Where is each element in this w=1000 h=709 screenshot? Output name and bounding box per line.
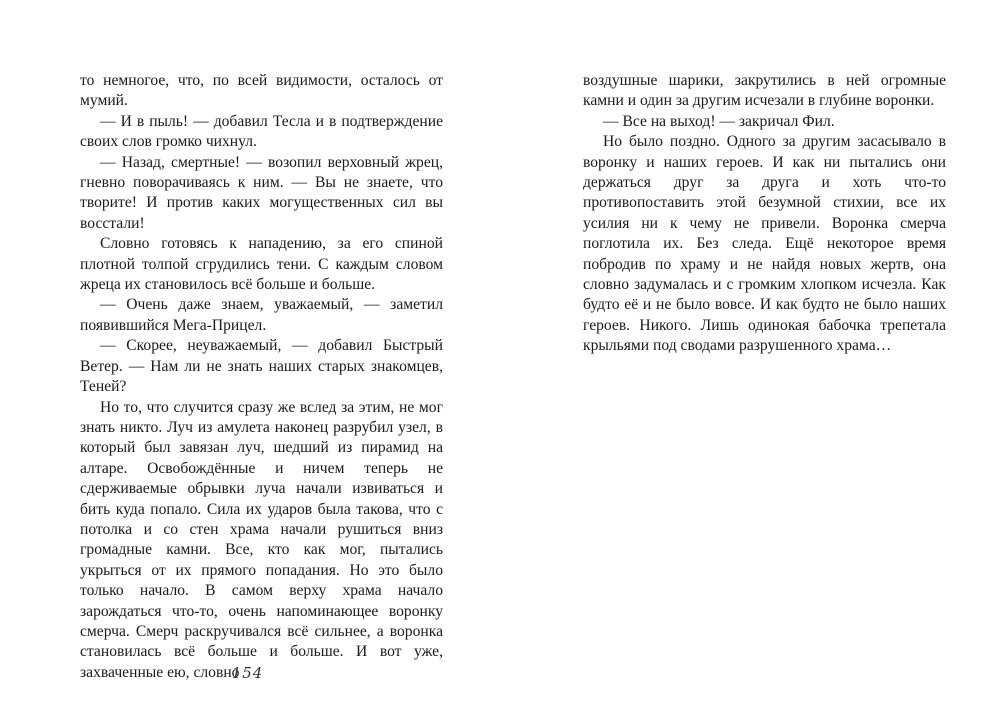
paragraph: — Назад, смертные! — возопил верховный жрец, гневно поворачиваясь к ним. — Вы не знаете, что творите! И против каких могущественных сил вы восстали! [80,153,443,232]
paragraph: Но то, что случится сразу же вслед за этим, не мог знать никто. Луч из амулета наконец разрубил узел, в который был завязан луч, шедший из пирамид на алтаре. Освобождённые и ничем теперь не сдерживаемые обрывки луча начали извиваться и бить куда попало. Сила их ударов была такова, что с потолка и со стен храма начали рушиться вниз громадные камни. Все, кто как мог, пытались укрыться от их прямого попадания. Но это было только начало. В самом верху храма начало зарождаться что-то, очень напоминающее воронку смерча. Смерч раскручивался всё сильнее, а воронка становилась всё больше и больше. И вот уже, захваченные ею, словно [80,398,443,681]
page-number: 154 [231,664,264,682]
paragraph: воздушные шарики, закрутились в ней огромные камни и один за другим исчезали в глубине воронки. [583,72,946,110]
paragraph: — И в пыль! — добавил Тесла и в подтверждение своих слов громко чихнул. [80,112,443,151]
right-page [583,71,946,357]
paragraph: Словно готовясь к нападению, за его спиной плотной толпой сгрудились тени. С каждым словом жреца их становилось всё больше и больше. [80,235,443,294]
paragraph: то немногое, что, по всей видимости, осталось от мумий. [80,72,443,110]
paragraph: — Очень даже знаем, уважаемый, — заметил появившийся Мега-Прицел. [80,296,443,334]
paragraph: — Все на выход! — закричал Фил. [603,112,835,130]
left-page [80,71,443,683]
paragraph: Но было поздно. Одного за другим засасывало в воронку и наших героев. И как ни пытались они держаться друг за друга и хоть что-то противопоставить этой безумной стихии, все их усилия ни к чему не привели. Воронка смерча поглотила их. Без следа. Ещё некоторое время побродив по храму и не найдя новых жертв, она словно задумалась и с громким хлопком исчезла. Как будто её и не было вовсе. И как будто не было наших героев. Никого. Лишь одинокая бабочка трепетала крыльями под сводами разрушенного храма… [583,133,946,355]
paragraph: — Скорее, неуважаемый, — добавил Быстрый Ветер. — Нам ли не знать наших старых знакомцев, Теней? [80,337,443,396]
